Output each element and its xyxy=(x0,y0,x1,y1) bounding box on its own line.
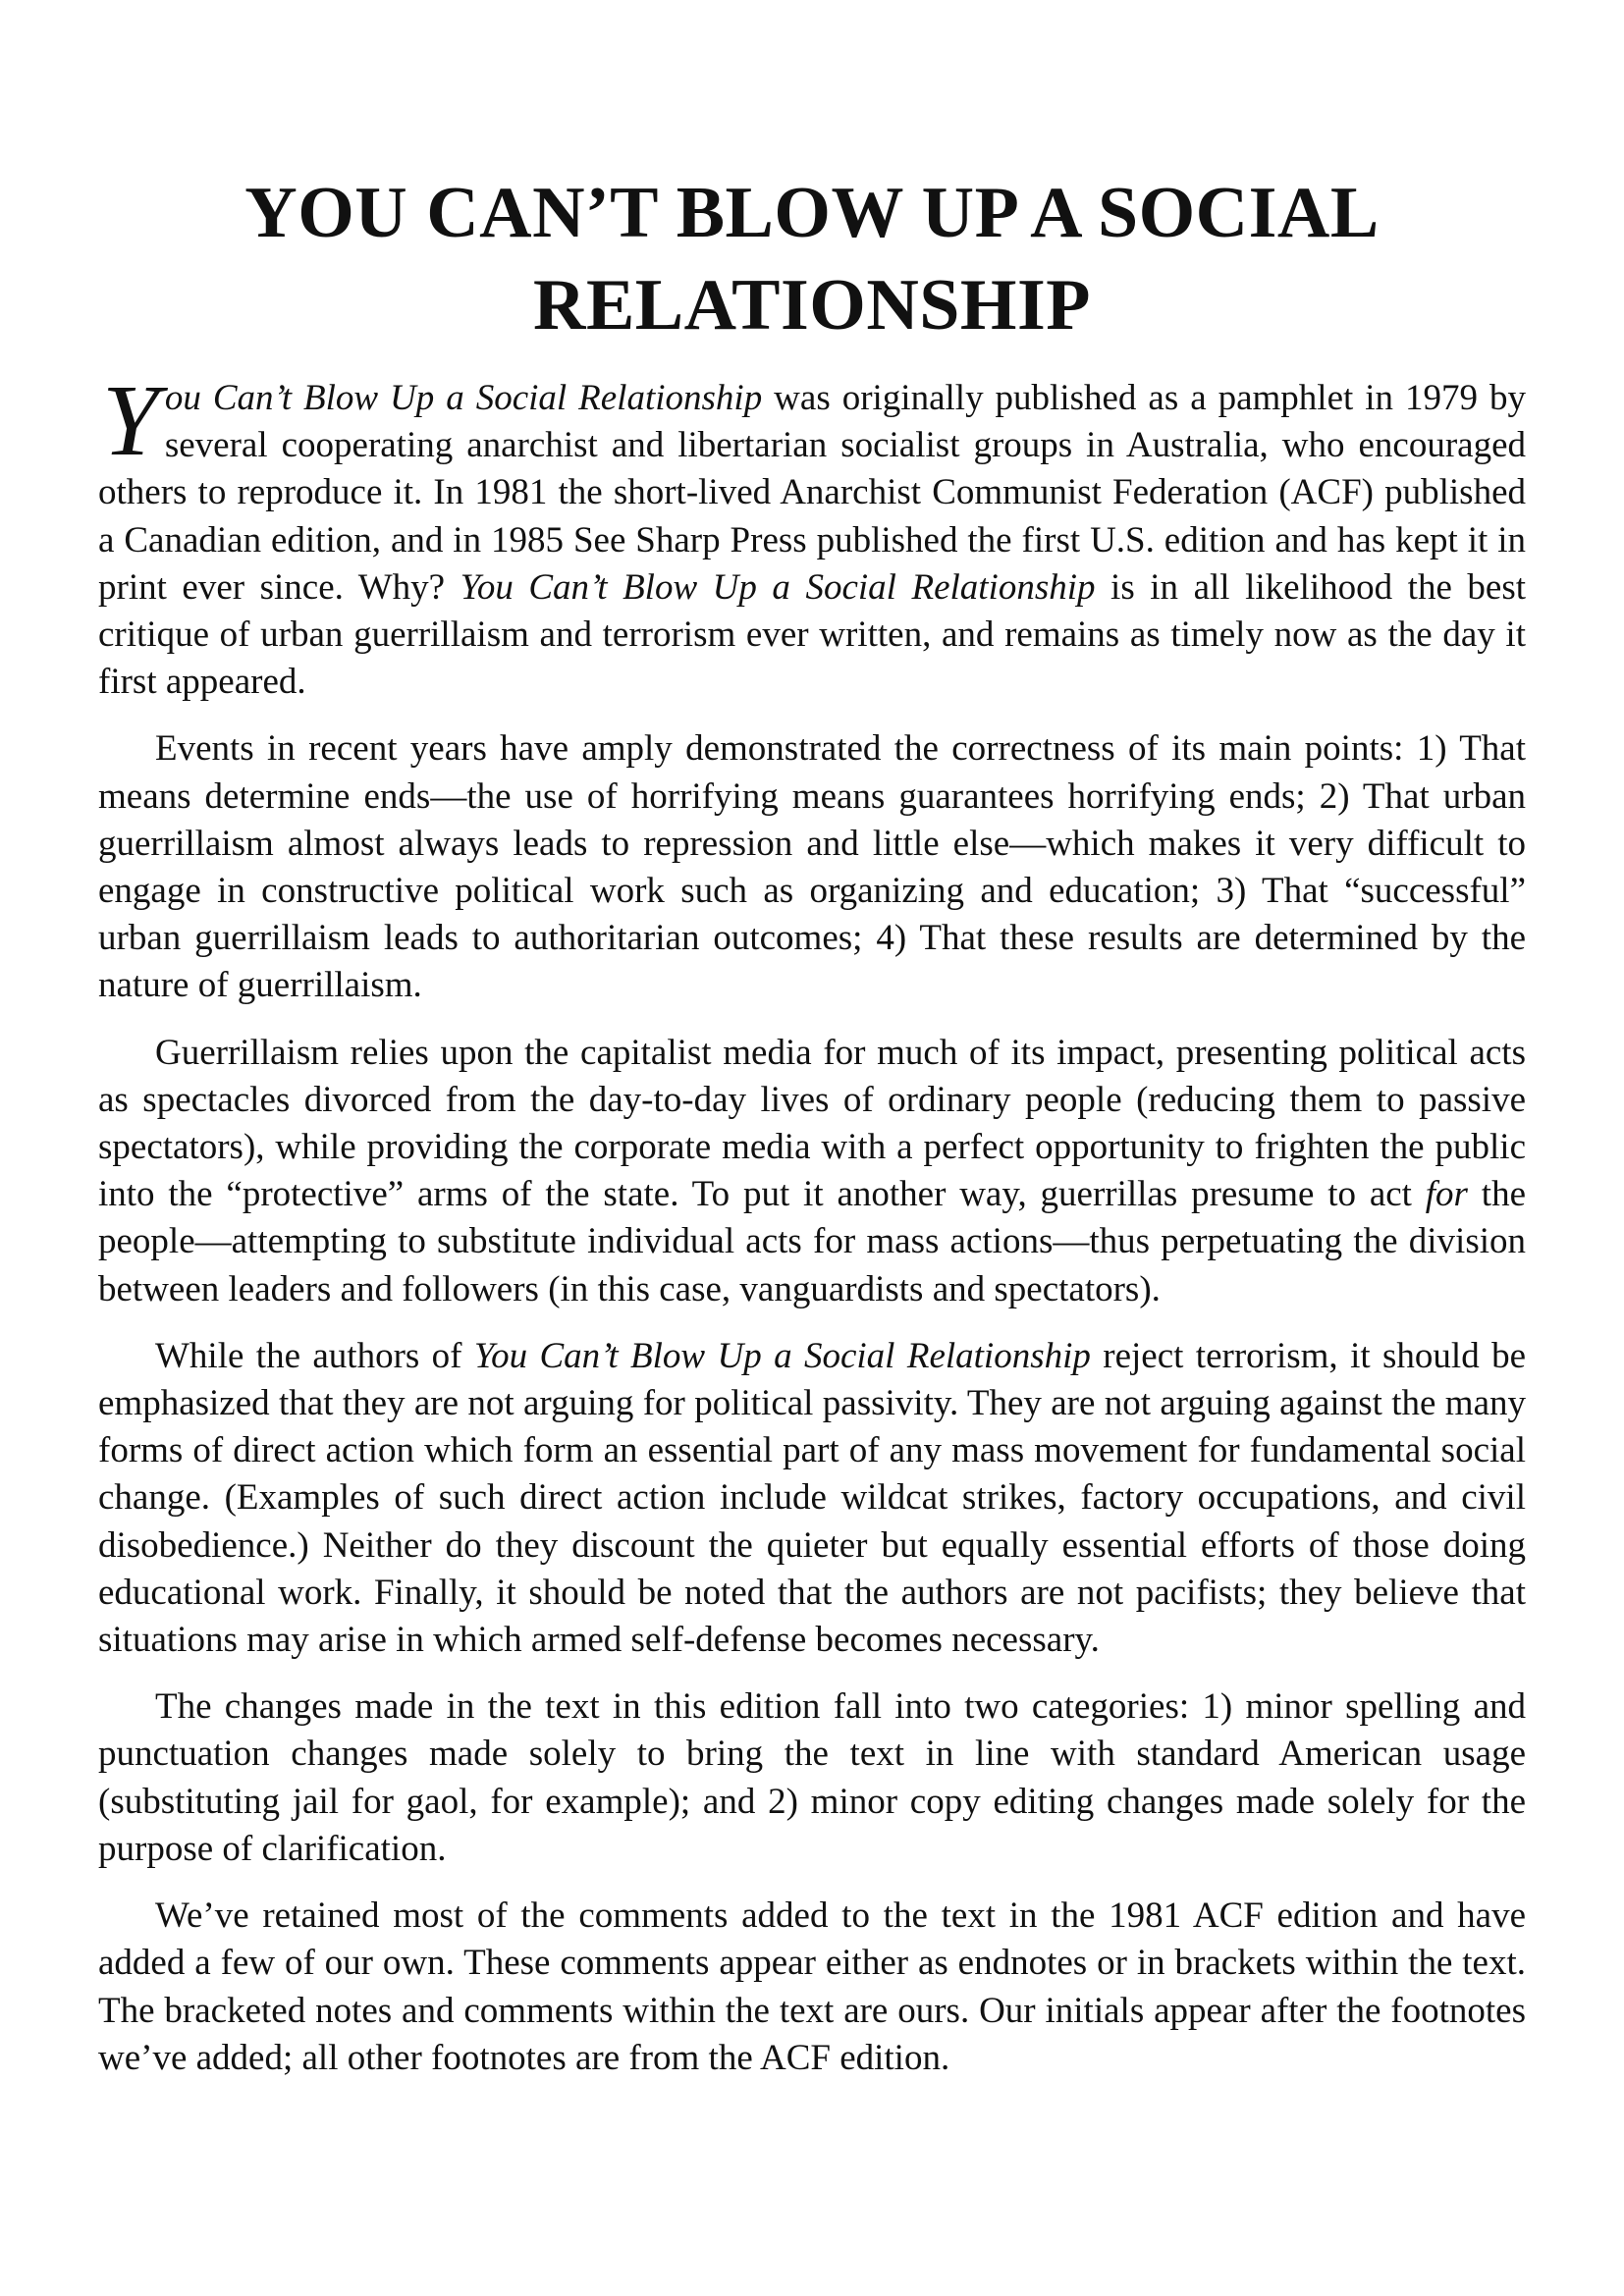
paragraph-6 xyxy=(98,1893,1526,2082)
paragraph-text: While the authors of xyxy=(155,1335,474,1376)
document-page xyxy=(98,167,1526,2102)
book-title-italic: ou Can’t Blow Up a Social Relationship xyxy=(164,378,763,418)
paragraph-text: is in all likelihood the best critique of urban guerrillaism and terrorism ever written, and remains as timely now as the day it first appeared. xyxy=(98,566,1526,703)
paragraph-text: was originally published as a pamphlet in 1979 by several cooperating anarchist and libertarian socialist groups in Australia, who encouraged others to reproduce it. In 1981 the short-lived Anarchist Communist Federation (ACF) published a Canadian edition, and in 1985 See Sharp Press published the first U.S. edition and has kept it in print ever since. Why? xyxy=(98,378,1526,608)
paragraph-5 xyxy=(98,1683,1526,1873)
title-line-1: YOU CAN’T BLOW UP A SOCIAL xyxy=(244,173,1380,253)
paragraph-text: Guerrillaism relies upon the capitalist media for much of its impact, presenting political acts as spectacles divorced from the day-to-day lives of ordinary people (reducing them to passive spectators), while providing the corporate media with a perfect opportunity to frighten the public into the “protective” arms of the state. To put it another way, guerrillas presume to act xyxy=(98,1032,1526,1215)
paragraph-text: The changes made in the text in this edition fall into two categories: 1) minor spelling and punctuation changes made solely to bring the text in line with standard American usage (substituting jail for gaol, for example); and 2) minor copy editing changes made solely for the purpose of clarification. xyxy=(98,1686,1526,1869)
paragraph-3 xyxy=(98,1030,1526,1313)
paragraph-1 xyxy=(98,364,1526,706)
emphasis-italic: for xyxy=(1425,1174,1468,1215)
paragraph-text: reject terrorism, it should be emphasized that they are not arguing for political passivity. They are not arguing against the many forms of direct action which form an essential part of any mass movement for fundamental social change. (Examples of such direct action include wildcat strikes, factory occupations, and civil disobedience.) Neither do they discount the quieter but equally essential efforts of those doing educational work. Finally, it should be noted that the authors are not pacifists; they believe that situations may arise in which armed self-defense becomes necessary. xyxy=(98,1335,1527,1661)
paragraph-text: We’ve retained most of the comments added to the text in the 1981 ACF edition and have added a few of our own. These comments appear either as endnotes or in brackets within the text. The bracketed notes and comments within the text are ours. Our initials appear after the footnotes we’ve added; all other footnotes are from the ACF edition. xyxy=(98,1896,1526,2078)
paragraph-text: Events in recent years have amply demonstrated the correctness of its main points: 1) That means determine ends—the use of horrifying means guarantees horrifying ends; 2) That urban guerrillaism almost always leads to repression and little else—which makes it very difficult to engage in constructive political work such as organizing and education; 3) That “successful” urban guerrillaism leads to authoritarian outcomes; 4) That these results are determined by the nature of guerrillaism. xyxy=(98,728,1526,1006)
paragraph-text: the people—attempting to substitute individual acts for mass actions—thus perpetuating the division between leaders and followers (in this case, vanguardists and spectators). xyxy=(98,1174,1526,1309)
drop-cap: Y xyxy=(102,364,159,477)
title-line-2: RELATIONSHIP xyxy=(533,265,1091,346)
book-title-italic: You Can’t Blow Up a Social Relationship xyxy=(460,566,1096,608)
paragraph-4 xyxy=(98,1333,1526,1664)
page-title xyxy=(98,167,1526,351)
paragraph-2 xyxy=(98,725,1526,1009)
book-title-italic: You Can’t Blow Up a Social Relationship xyxy=(473,1335,1091,1376)
